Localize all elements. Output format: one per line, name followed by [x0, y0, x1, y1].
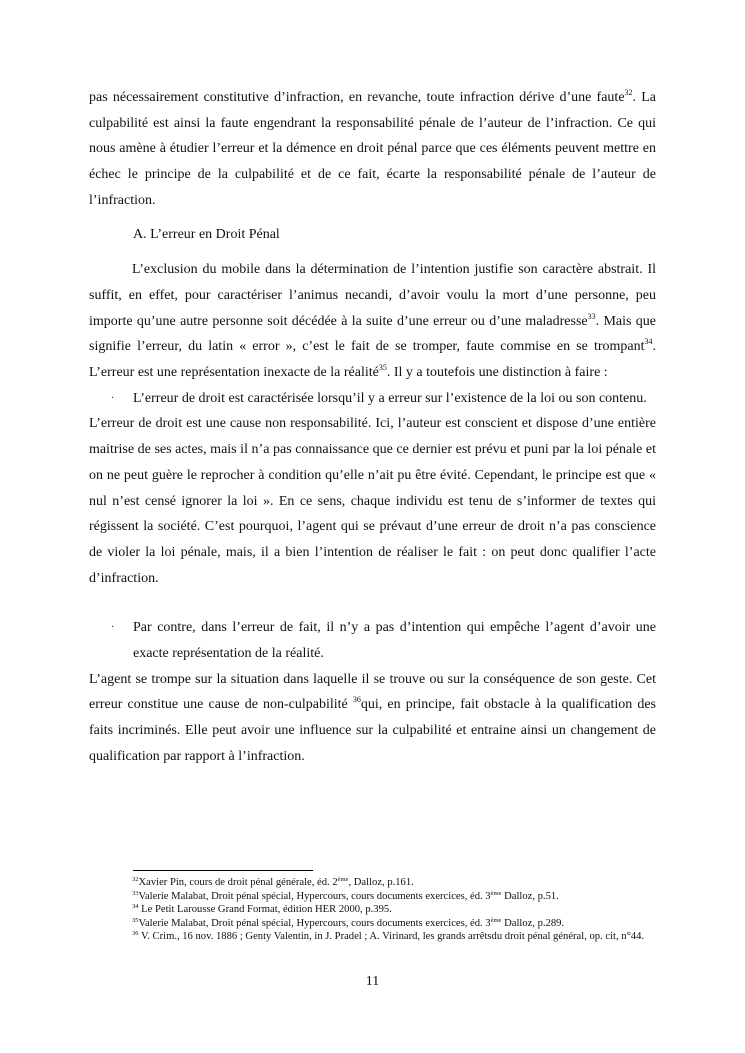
footnote-35: $^{35}$Valerie Malabat, Droit pénal spécial, Hypercours, cours documents exercices, éd. 3ème Dalloz, p.289.	[132, 916, 565, 929]
bullet-icon: ·	[111, 392, 115, 404]
footnote-34: $^{34}$ Le Petit Larousse Grand Format, édition HER 2000, p.395.	[132, 903, 392, 916]
footnote-ref-33[interactable]: 33	[587, 311, 596, 321]
footnotes	[89, 876, 656, 944]
footnote-ref-32[interactable]: 32	[624, 88, 633, 97]
page-number: 11	[365, 974, 380, 989]
footnote-ref-36[interactable]: 36	[352, 695, 361, 705]
footnote-33: $^{33}$Valerie Malabat, Droit pénal spécial, Hypercours, cours documents exercices, éd. 3ème Dalloz, p.51.	[132, 889, 559, 902]
section-heading: A. L’erreur en Droit Pénal	[133, 226, 280, 242]
bullet-icon: ·	[111, 622, 115, 634]
spacer	[89, 591, 656, 615]
paragraph-error-definition: L’exclusion du mobile dans la détermination de l’intention justifie son caractère abstrait. Il suffit, en effet, pour caractériser l’animus necandi, d’avoir voulu la mort d’une personne, peu importe qu’une autre personne soit décédée à la suite d’une erreur ou d’une maladresse$^{33}$. Mais que signifie l’erreur, du latin « error », c’est le fait de se tromper, faute commise en se trompant$^{34}$. L’erreur est une représentation inexacte de la réalité$^{35}$. Il y a toutefois une distinction à faire :	[89, 262, 656, 381]
list-item-error-of-law: · L’erreur de droit est caractérisée lorsqu’il y a erreur sur l’existence de la loi ou son contenu.	[89, 386, 656, 412]
page-body	[89, 85, 656, 770]
footnote-separator	[133, 870, 313, 871]
list-item-error-of-fact: · Par contre, dans l’erreur de fait, il n’y a pas d’intention qui empêche l’agent d’avoir une exacte représentation de la réalité.	[89, 615, 656, 666]
footnote-36: $^{36}$ V. Crim., 16 nov. 1886 ; Genty Valentin, in J. Pradel ; A. Virinard, les grands arrêtsdu droit pénal général, op. cit, n°44.	[132, 930, 645, 943]
paragraph-error-of-law: L’erreur de droit est une cause non responsabilité. Ici, l’auteur est conscient et dispose d’une entière maitrise de ses actes, mais il n’a pas connaissance que ce dernier est prévu et puni par la loi pénale et on ne peut guère le reprocher à condition qu’elle n’ait pu être évité. Cependant, le principe est que « nul n’est censé ignorer la loi ». En ce sens, chaque individu est tenu de s’informer de textes qui régissent la société. C’est pourquoi, l’agent qui se prévaut d’une erreur de droit n’a pas conscience de violer la loi pénale, mais, il a bien l’intention de réaliser le fait : on peut donc qualifier l’acte d’infraction.	[89, 416, 656, 586]
footnote-32: $^{32}$Xavier Pin, cours de droit pénal générale, éd. 2ème, Dalloz, p.161.	[132, 876, 414, 888]
footnote-ref-35[interactable]: 35	[378, 363, 387, 373]
paragraph-intro: pas nécessairement constitutive d’infraction, en revanche, toute infraction dérive d’une faute$^{32}$. La culpabilité est ainsi la faute engendrant la responsabilité pénale de l’auteur de l’infraction. Ce qui nous amène à étudier l’erreur et la démence en droit pénal parce que ces éléments peuvent mettre en échec le principe de la culpabilité et de ce fait, écarte la responsabilité pénale de l’auteur de l’infraction.	[89, 88, 657, 208]
paragraph-error-of-fact: L’agent se trompe sur la situation dans laquelle il se trouve ou sur la conséquence de son geste. Cet erreur constitue une cause de non-culpabilité $^{36}$qui, en principe, fait obstacle à la qualification des faits incriminés. Elle peut avoir une influence sur la culpabilité et entraine ainsi un changement de qualification par rapport à l’infraction.	[89, 671, 656, 764]
footnote-ref-34[interactable]: 34	[644, 337, 653, 347]
